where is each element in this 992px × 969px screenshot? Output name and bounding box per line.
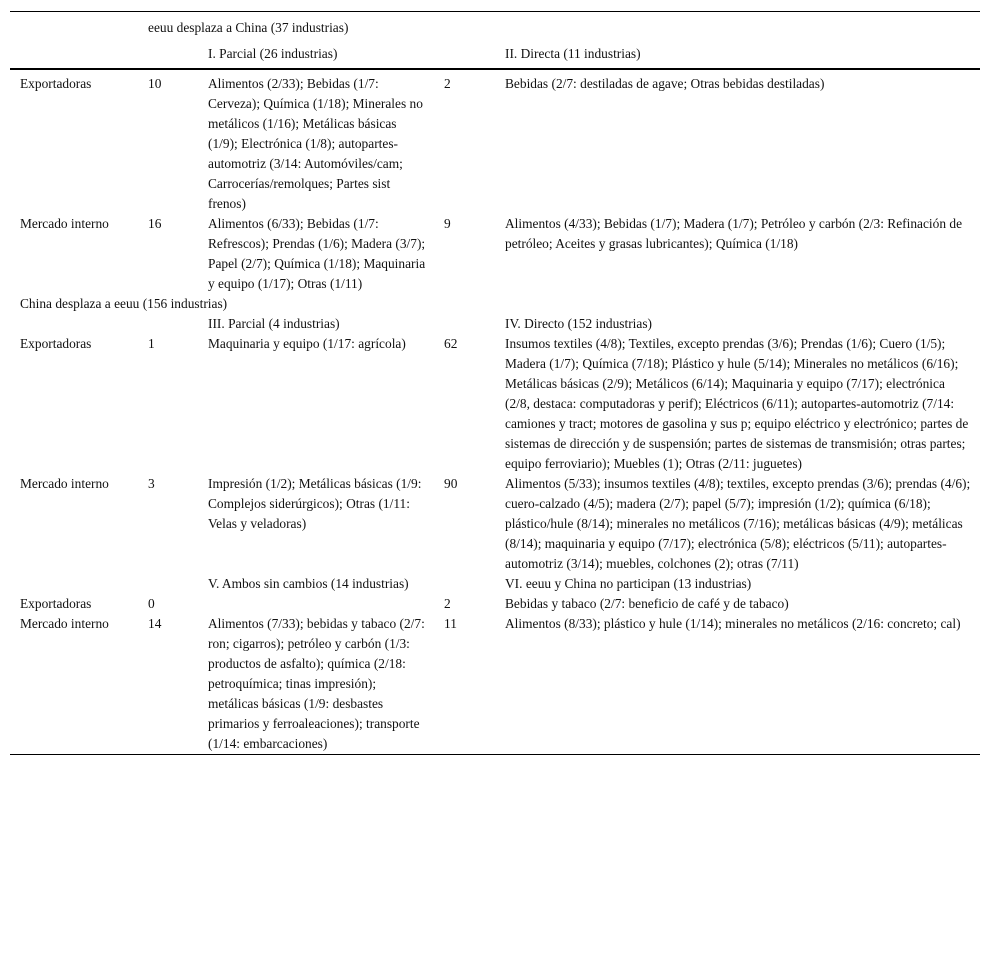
count: 1: [148, 336, 155, 351]
table-row: [10, 69, 980, 214]
count: 62: [444, 336, 458, 351]
row-label: Mercado interno: [20, 216, 109, 231]
count: 2: [444, 596, 451, 611]
column-header-II: II. Directa (11 industrias): [505, 46, 641, 61]
count: 11: [444, 616, 457, 631]
industries: Maquinaria y equipo (1/17: agrícola): [208, 336, 406, 351]
section-title: China desplaza a eeuu (156 industrias): [20, 296, 228, 311]
count: 16: [148, 216, 162, 231]
table-row: [10, 614, 980, 755]
table-row: [10, 334, 980, 474]
table-row: [10, 594, 980, 614]
column-header-I: I. Parcial (26 industrias): [208, 46, 338, 61]
industries: Alimentos (7/33); bebidas y tabaco (2/7: ron; cigarros); petróleo y carbón (1/3: productos de asfalto); química (2/18: petroquímica; tinas impresión); metálicas básicas (1/9: desbastes primarios y ferroaleaciones); transporte (1/14: embarcaciones): [208, 616, 425, 751]
industry-table-container: [10, 11, 980, 755]
count: 0: [148, 596, 155, 611]
subheader-row: [10, 574, 980, 594]
header-row-columns: [10, 44, 980, 68]
industries: Alimentos (6/33); Bebidas (1/7: Refrescos); Prendas (1/6); Madera (3/7); Papel (2/7); Química (1/18); Maquinaria y equipo (1/17); Otras (1/11): [208, 216, 426, 291]
table-row: [10, 214, 980, 294]
industries: [198, 594, 434, 614]
table-row: [10, 474, 980, 574]
row-label: Mercado interno: [20, 476, 109, 491]
count: 3: [148, 476, 155, 491]
header-row-group: [10, 12, 980, 45]
industries: Alimentos (2/33); Bebidas (1/7: Cerveza); Química (1/18); Minerales no metálicos (1/16); Metálicas básicas (1/9); Electrónica (1/8); autopartes-automotriz (3/14: Automóviles/cam; Carrocerías/remolques; Partes sist frenos): [208, 76, 423, 211]
subheader-row: [10, 314, 980, 334]
industries: Bebidas y tabaco (2/7: beneficio de café y de tabaco): [505, 596, 789, 611]
column-header-IV: IV. Directo (152 industrias): [505, 316, 653, 331]
industries: Alimentos (5/33); insumos textiles (4/8); textiles, excepto prendas (3/6); prendas (4/6); cuero-calzado (4/5); madera (2/7); papel (5/7); impresión (1/2); química (6/18); plástico/hule (8/14); minerales no metálicos (7/16); metálicas básicas (4/9); metálicas (8/14); maquinaria y equipo (7/17); electrónica (5/8); eléctricos (5/11); autopartes-automotriz (3/14); muebles, colchones (2); otras (7/11): [505, 476, 971, 571]
column-header-VI: VI. eeuu y China no participan (13 industrias): [505, 576, 752, 591]
industries: Alimentos (8/33); plástico y hule (1/14); minerales no metálicos (2/16: concreto; cal): [505, 616, 961, 631]
industries: Impresión (1/2); Metálicas básicas (1/9: Complejos siderúrgicos); Otras (1/11: Velas y veladoras): [208, 476, 422, 531]
count: 9: [444, 216, 451, 231]
count: 10: [148, 76, 162, 91]
count: 14: [148, 616, 162, 631]
count: 2: [444, 76, 451, 91]
column-header-V: V. Ambos sin cambios (14 industrias): [208, 576, 409, 591]
count: 90: [444, 476, 458, 491]
row-label: Mercado interno: [20, 616, 109, 631]
section-title-row: [10, 294, 980, 314]
row-label: Exportadoras: [20, 336, 92, 351]
industries: Insumos textiles (4/8); Textiles, excepto prendas (3/6); Prendas (1/6); Cuero (1/5); Madera (1/7); Química (7/18); Plástico y hule (5/14); Minerales no metálicos (6/16); Metálicas básicas (2/9); Metálicos (6/14); Maquinaria y equipo (7/17); electrónica (2/8, destaca: computadoras y perif); Eléctricos (6/11); autopartes-automotriz (7/14: camiones y tract; motores de gasolina y sus p; equipo eléctrico y electrónico; partes de sistemas de dirección y de suspensión; partes de sistemas de transmisión; otras partes; equipo ferroviario); Muebles (1); Otras (2/11: juguetes): [505, 336, 969, 471]
row-label: Exportadoras: [20, 596, 92, 611]
group-header: eeuu desplaza a China (37 industrias): [148, 20, 349, 35]
industries: Bebidas (2/7: destiladas de agave; Otras bebidas destiladas): [505, 76, 825, 91]
row-label: Exportadoras: [20, 76, 92, 91]
industry-displacement-table: [10, 11, 980, 755]
column-header-III: III. Parcial (4 industrias): [208, 316, 340, 331]
industries: Alimentos (4/33); Bebidas (1/7); Madera (1/7); Petróleo y carbón (2/3: Refinación de petróleo; Aceites y grasas lubricantes); Química (1/18): [505, 216, 963, 251]
